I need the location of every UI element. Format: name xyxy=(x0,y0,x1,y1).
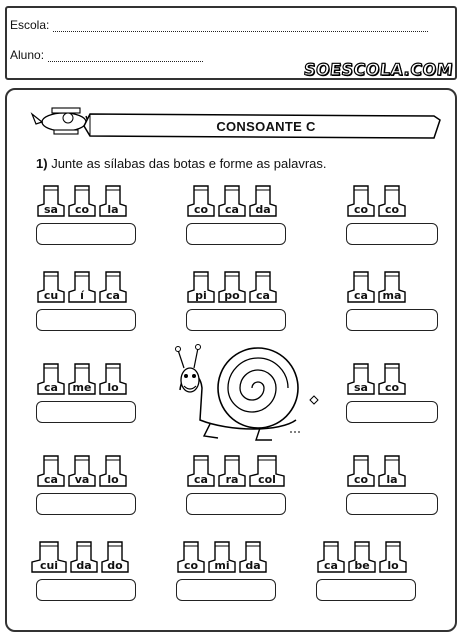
boot-row xyxy=(316,540,416,574)
boot xyxy=(98,454,128,488)
boot-row xyxy=(36,184,136,218)
boot xyxy=(217,270,247,304)
syllable: ca xyxy=(256,289,270,302)
student-line[interactable] xyxy=(48,51,203,62)
boot-row xyxy=(36,362,136,396)
page-title: CONSOANTE C xyxy=(216,119,316,134)
boot xyxy=(316,540,346,574)
boot xyxy=(98,270,128,304)
answer-box[interactable] xyxy=(36,223,136,245)
instruction xyxy=(36,156,327,171)
answer-box[interactable] xyxy=(346,223,438,245)
answer-box[interactable] xyxy=(36,401,136,423)
word-group-13 xyxy=(176,540,276,601)
word-group-2 xyxy=(186,184,286,245)
boot xyxy=(217,184,247,218)
word-group-5 xyxy=(186,270,286,331)
boot xyxy=(176,540,206,574)
answer-box[interactable] xyxy=(186,493,286,515)
student-label: Aluno: xyxy=(10,48,45,62)
syllable: pi xyxy=(195,289,207,302)
boot xyxy=(346,362,376,396)
boot xyxy=(248,184,278,218)
syllable: co xyxy=(74,203,90,216)
boot xyxy=(347,540,377,574)
answer-box[interactable] xyxy=(36,309,136,331)
syllable: po xyxy=(224,289,240,302)
boot-row xyxy=(346,454,438,488)
syllable: ca xyxy=(225,203,239,216)
boot-row xyxy=(186,184,286,218)
word-group-9 xyxy=(36,454,136,515)
boot-row xyxy=(30,540,136,574)
syllable: be xyxy=(354,559,370,572)
syllable: ca xyxy=(106,289,120,302)
boot xyxy=(67,184,97,218)
syllable: la xyxy=(107,203,119,216)
word-group-7 xyxy=(36,362,136,423)
boot xyxy=(30,540,68,574)
answer-box[interactable] xyxy=(346,309,438,331)
boot xyxy=(377,454,407,488)
boot xyxy=(207,540,237,574)
syllable: co xyxy=(384,381,400,394)
syllable: sa xyxy=(354,381,368,394)
boot-row xyxy=(346,184,438,218)
syllable: ca xyxy=(354,289,368,302)
syllable: da xyxy=(76,559,92,572)
word-group-3 xyxy=(346,184,438,245)
answer-box[interactable] xyxy=(186,309,286,331)
brand-logo: SOESCOLA.COM xyxy=(302,60,454,79)
boot-row xyxy=(36,270,136,304)
boot xyxy=(346,270,376,304)
syllable: la xyxy=(386,473,398,486)
word-group-1 xyxy=(36,184,136,245)
boot xyxy=(67,270,97,304)
boot xyxy=(248,454,286,488)
school-line[interactable] xyxy=(53,21,428,32)
syllable: cu xyxy=(43,289,59,302)
word-group-14 xyxy=(316,540,416,601)
syllable: lo xyxy=(387,559,399,572)
boot xyxy=(186,270,216,304)
answer-box[interactable] xyxy=(346,493,438,515)
syllable: ca xyxy=(44,473,58,486)
syllable: co xyxy=(353,203,369,216)
boot xyxy=(377,270,407,304)
syllable: do xyxy=(107,559,123,572)
boot xyxy=(100,540,130,574)
boot xyxy=(377,362,407,396)
boot xyxy=(377,184,407,218)
syllable: ma xyxy=(382,289,402,302)
boot-row xyxy=(346,270,438,304)
syllable: col xyxy=(258,473,276,486)
boot xyxy=(36,362,66,396)
snail-illustration xyxy=(170,340,330,450)
syllable: va xyxy=(74,473,90,486)
boot-row xyxy=(186,270,286,304)
syllable: cui xyxy=(39,559,59,572)
boot xyxy=(346,184,376,218)
syllable: ca xyxy=(194,473,208,486)
boot-row xyxy=(186,454,287,488)
boot-row xyxy=(176,540,276,574)
syllable: ca xyxy=(44,381,58,394)
boot xyxy=(186,184,216,218)
answer-box[interactable] xyxy=(36,493,136,515)
instruction-number: 1) xyxy=(36,156,48,171)
syllable: co xyxy=(193,203,209,216)
boot xyxy=(98,184,128,218)
boot xyxy=(248,270,278,304)
answer-box[interactable] xyxy=(316,579,416,601)
syllable: co xyxy=(384,203,400,216)
boot xyxy=(378,540,408,574)
school-label: Escola: xyxy=(10,18,50,32)
school-field[interactable] xyxy=(10,18,428,32)
syllable: í xyxy=(80,289,84,302)
boot xyxy=(238,540,268,574)
boot-row xyxy=(36,454,136,488)
boot xyxy=(36,184,66,218)
boot xyxy=(217,454,247,488)
syllable: lo xyxy=(107,473,119,486)
syllable: da xyxy=(255,203,271,216)
answer-box[interactable] xyxy=(36,579,136,601)
word-group-12 xyxy=(30,540,136,601)
answer-box[interactable] xyxy=(186,223,286,245)
syllable: me xyxy=(72,381,92,394)
syllable: ca xyxy=(324,559,338,572)
word-group-4 xyxy=(36,270,136,331)
boot xyxy=(67,454,97,488)
boot xyxy=(36,270,66,304)
word-group-10 xyxy=(186,454,287,515)
syllable: co xyxy=(183,559,199,572)
instruction-text: Junte as sílabas das botas e forme as palavras. xyxy=(51,156,327,171)
syllable: co xyxy=(353,473,369,486)
syllable: mi xyxy=(214,559,230,572)
boot xyxy=(69,540,99,574)
answer-box[interactable] xyxy=(176,579,276,601)
word-group-6 xyxy=(346,270,438,331)
student-field[interactable] xyxy=(10,48,203,62)
syllable: lo xyxy=(107,381,119,394)
boot xyxy=(186,454,216,488)
syllable: sa xyxy=(44,203,58,216)
syllable: da xyxy=(245,559,261,572)
syllable: ra xyxy=(225,473,239,486)
boot-row xyxy=(346,362,438,396)
boot xyxy=(36,454,66,488)
boot xyxy=(346,454,376,488)
word-group-8 xyxy=(346,362,438,423)
boot xyxy=(98,362,128,396)
boot xyxy=(67,362,97,396)
word-group-11 xyxy=(346,454,438,515)
answer-box[interactable] xyxy=(346,401,438,423)
